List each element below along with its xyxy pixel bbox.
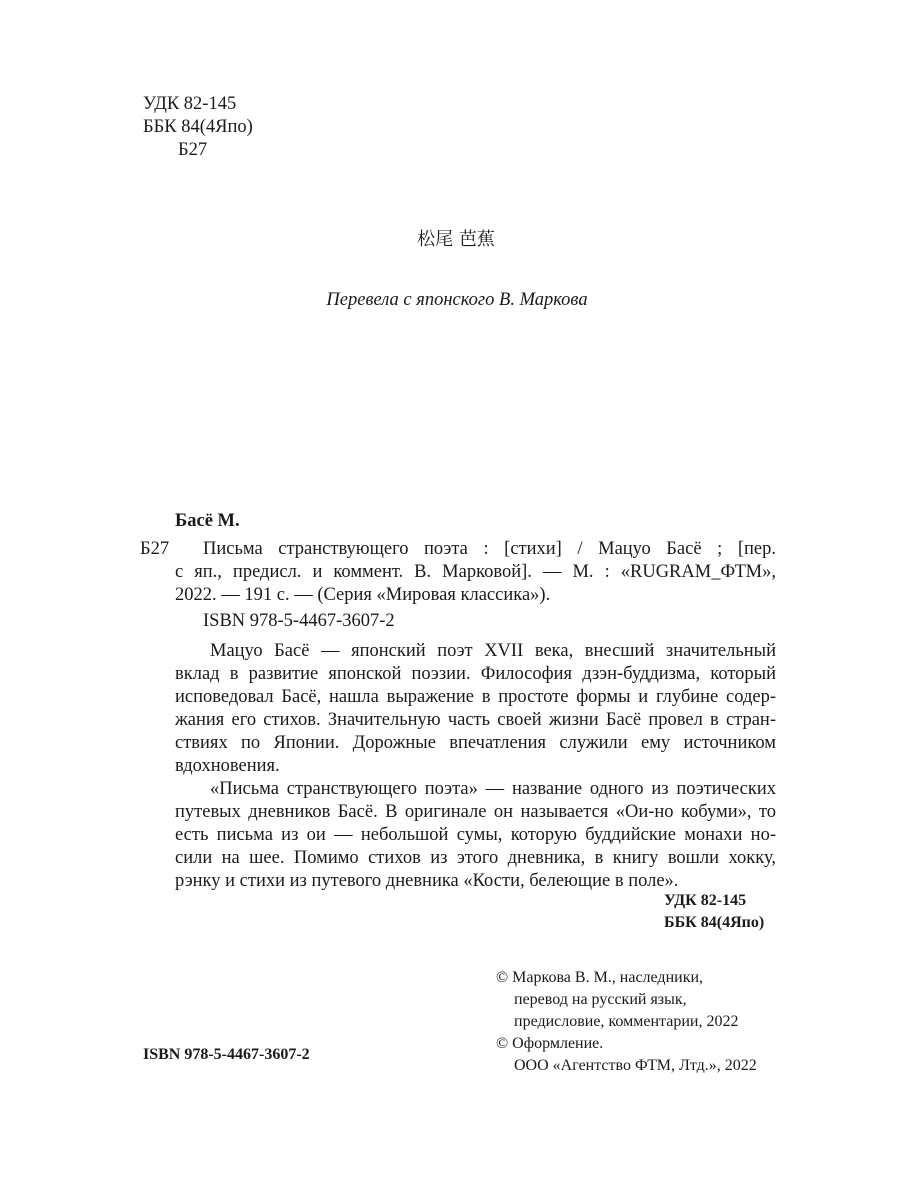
annotation-line: исповедовал Басё, нашла выражение в простоте формы и глубине содер- xyxy=(175,687,776,707)
description-line: Письма странствующего поэта : [стихи] / Мацуо Басё ; [пер. xyxy=(203,539,776,559)
annotation-line: вклад в развитие японской поэзии. Философия дзэн-буддизма, который xyxy=(175,664,776,684)
catalog-isbn: ISBN 978-5-4467-3607-2 xyxy=(203,611,395,631)
annotation-line: путевых дневников Басё. В оригинале он называется «Ои-но кобуми», то xyxy=(175,802,776,822)
bottom-bbk-code: ББК 84(4Япо) xyxy=(664,914,765,931)
copyright-block xyxy=(496,967,757,1077)
annotation-line: есть письма из ои — небольшой сумы, которую буддийские монахи но- xyxy=(175,825,776,845)
bottom-udk-code: УДК 82-145 xyxy=(664,892,747,909)
annotation-line: «Письма странствующего поэта» — название одного из поэтических xyxy=(210,779,776,799)
bbk-code: ББК 84(4Япо) xyxy=(143,117,253,137)
description-line: с яп., предисл. и коммент. В. Марковой]. — М. : «RUGRAM_ФТМ», xyxy=(175,562,776,582)
copyright-line: © Оформление. xyxy=(496,1035,604,1052)
translator-credit: Перевела с японского В. Маркова xyxy=(326,290,588,310)
annotation-line: ствиях по Японии. Дорожные впечатления служили ему источником xyxy=(175,733,776,753)
annotation-line: жания его стихов. Значительную часть своей жизни Басё провел в стран- xyxy=(175,710,776,730)
annotation-line: вдохновения. xyxy=(175,756,280,776)
catalog-description xyxy=(175,538,776,607)
udk-code: УДК 82-145 xyxy=(143,94,237,114)
author-mark: Б27 xyxy=(178,140,208,160)
description-line: 2022. — 191 с. — (Серия «Мировая классика»). xyxy=(175,585,551,605)
catalog-author: Басё М. xyxy=(175,511,240,531)
bottom-isbn: ISBN 978-5-4467-3607-2 xyxy=(143,1046,310,1063)
copyright-line: ООО «Агентство ФТМ, Лтд.», 2022 xyxy=(514,1057,757,1074)
annotation-line: Мацуо Басё — японский поэт XVII века, внесший значительный xyxy=(210,641,776,661)
annotation xyxy=(175,640,776,893)
annotation-line: рэнку и стихи из путевого дневника «Кости, белеющие в поле». xyxy=(175,871,679,891)
copyright-line: © Маркова В. М., наследники, xyxy=(496,969,704,986)
catalog-mark: Б27 xyxy=(140,539,170,559)
annotation-line: сили на шее. Помимо стихов из этого дневника, в книгу вошли хокку, xyxy=(175,848,776,868)
author-name-kanji: 松尾 芭蕉 xyxy=(417,229,495,250)
copyright-line: предисловие, комментарии, 2022 xyxy=(514,1013,739,1030)
copyright-line: перевод на русский язык, xyxy=(514,991,687,1008)
